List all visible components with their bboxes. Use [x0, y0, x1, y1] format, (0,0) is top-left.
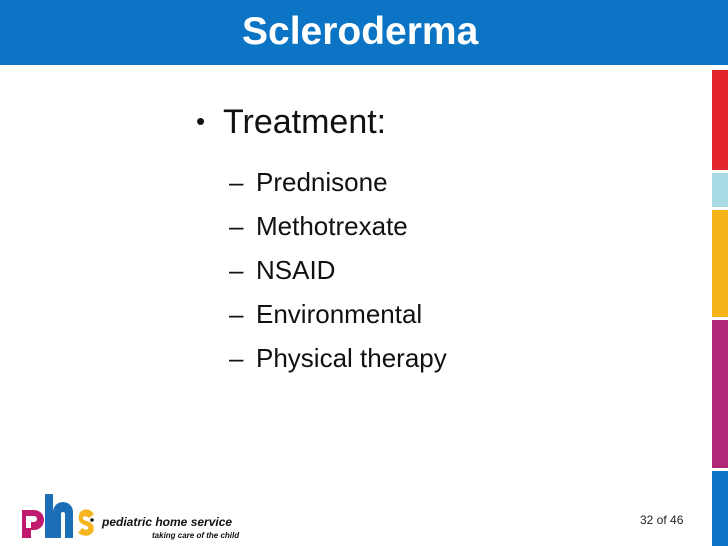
page-number: 32 of 46 [640, 513, 684, 527]
list-item: – NSAID [229, 255, 336, 285]
slide-title: Scleroderma [242, 10, 479, 53]
logo-h-arch [53, 502, 73, 538]
side-strip-magenta [712, 320, 728, 468]
logo-dot [90, 518, 94, 522]
bullet-treatment [196, 100, 386, 143]
list-item: – Methotrexate [229, 211, 408, 241]
side-strip-blue [712, 471, 728, 546]
bullet-dot: • [196, 106, 206, 136]
logo-h-stem [45, 494, 53, 538]
list-item: – Prednisone [229, 167, 388, 197]
list-item: – Environmental [229, 299, 423, 329]
list-item: – Physical therapy [229, 343, 447, 373]
side-strip-red [712, 70, 728, 170]
bullet-text: Treatment: [223, 103, 387, 141]
side-strip-light-blue [712, 173, 728, 207]
logo-brand: pediatric home service [102, 515, 233, 529]
logo-s [78, 509, 94, 535]
phs-logo [20, 490, 270, 542]
logo-tagline: taking care of the child [152, 531, 240, 540]
treatment-list [229, 160, 447, 380]
side-strip-yellow [712, 210, 728, 317]
